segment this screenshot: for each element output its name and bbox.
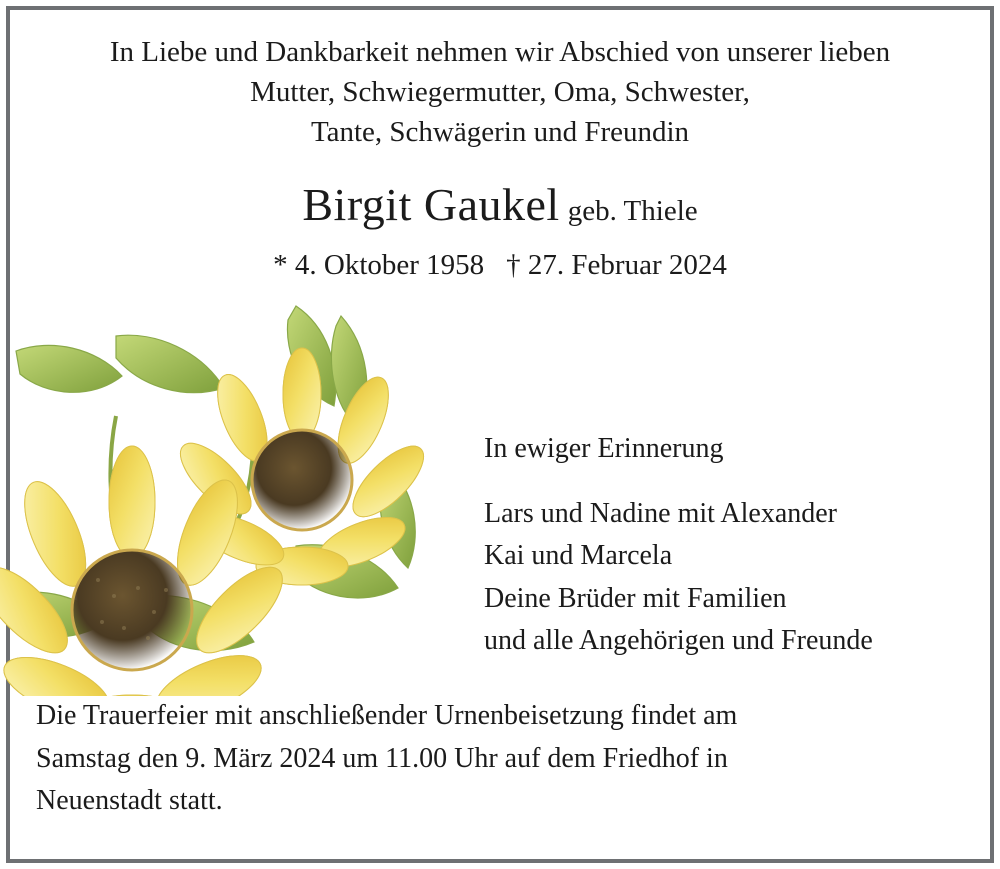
mourner-line-2: Kai und Marcela: [484, 540, 673, 572]
dedication-spacer: [484, 471, 873, 493]
intro-line-1: In Liebe und Dankbarkeit nehmen wir Abschied von unserer lieben: [109, 36, 891, 68]
funeral-line-2: Samstag den 9. März 2024 um 11.00 Uhr auf dem Friedhof in: [36, 742, 728, 774]
intro-line-3: Tante, Schwägerin und Freundin: [310, 116, 690, 149]
mourner-line-4: und alle Angehörigen und Freunde: [484, 625, 873, 657]
obituary-content: [10, 10, 990, 859]
deceased-name-line: [10, 178, 990, 231]
intro-text: [10, 10, 990, 152]
funeral-line-1: Die Trauerfeier mit anschließender Urnenbeisetzung findet am: [36, 700, 738, 732]
mourner-line-3: Deine Brüder mit Familien: [484, 582, 787, 614]
birth-date: * 4. Oktober 1958: [273, 249, 485, 282]
dedication-heading: In ewiger Erinnerung: [484, 433, 724, 465]
maiden-name: geb. Thiele: [567, 195, 698, 228]
death-date: † 27. Februar 2024: [506, 249, 727, 282]
intro-line-2: Mutter, Schwiegermutter, Oma, Schwester,: [250, 76, 750, 109]
middle-section: [10, 306, 990, 706]
dedication-block: [484, 428, 873, 663]
mourner-line-1: Lars und Nadine mit Alexander: [484, 497, 838, 529]
obituary-frame: [6, 6, 994, 863]
deceased-name: Birgit Gaukel: [302, 179, 560, 231]
life-dates: [10, 249, 990, 282]
funeral-line-3: Neuenstadt statt.: [36, 785, 223, 817]
sunflower-illustration: [0, 296, 466, 696]
funeral-info: [36, 695, 964, 823]
